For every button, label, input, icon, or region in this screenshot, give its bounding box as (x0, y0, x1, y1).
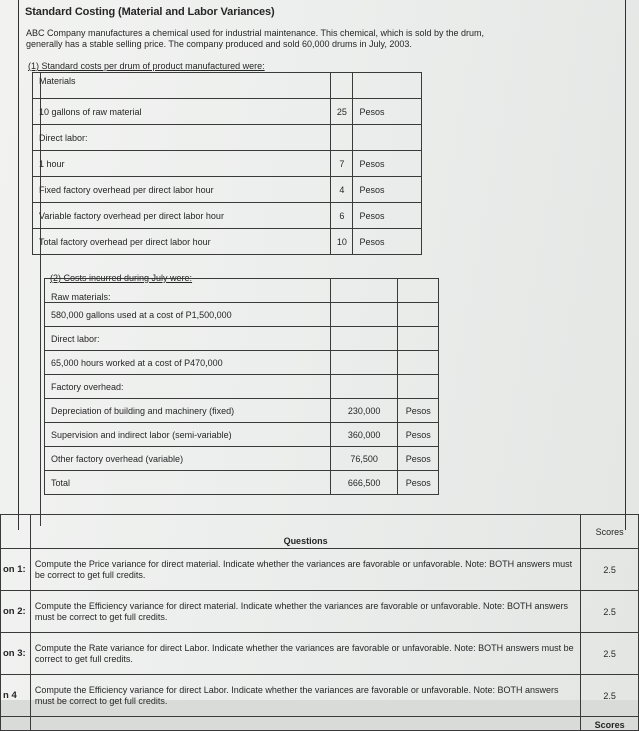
cost-amount (330, 279, 398, 303)
table-row (33, 229, 422, 255)
table-row (33, 203, 422, 229)
question-score: 2.5 (581, 549, 639, 591)
question-text: Compute the Efficiency variance for direct Labor. Indicate whether the variances are favorable or unfavorable. Note: BOTH answers must be correct to get full credits. (30, 675, 580, 717)
question-score: 2.5 (581, 633, 639, 675)
cost-amount (330, 327, 398, 351)
footer-row (1, 717, 639, 731)
cost-qty: 7 (331, 151, 353, 177)
cost-unit (398, 375, 439, 399)
cost-label: 65,000 hours worked at a cost of P470,000 (45, 351, 331, 375)
cost-unit: Pesos (398, 423, 439, 447)
table-row (45, 447, 439, 471)
page-border-left (18, 0, 19, 530)
cost-amount: 666,500 (330, 471, 398, 495)
question-text: Compute the Efficiency variance for direct material. Indicate whether the variances are favorable or unfavorable. Note: BOTH answers must be correct to get full credits. (30, 591, 580, 633)
cost-unit (398, 303, 439, 327)
cost-qty: 10 (331, 229, 353, 255)
cost-label: Materials (33, 73, 331, 99)
question-row (1, 633, 639, 675)
cost-unit: Pesos (353, 203, 422, 229)
table-row (45, 375, 439, 399)
cost-unit: Pesos (353, 177, 422, 203)
page-title: Standard Costing (Material and Labor Variances) (25, 6, 275, 18)
cost-label: Variable factory overhead per direct labor hour (33, 203, 331, 229)
cost-label: 580,000 gallons used at a cost of P1,500,000 (45, 303, 331, 327)
questions-header-row (1, 515, 639, 549)
question-number: on 3: (1, 633, 31, 675)
cost-unit: Pesos (353, 151, 422, 177)
intro-line: ABC Company manufactures a chemical used for industrial maintenance. This chemical, which is sold by the drum, (26, 28, 485, 38)
cost-amount: 230,000 (330, 399, 398, 423)
intro-line: generally has a stable selling price. The company produced and sold 60,000 drums in July, 2003. (26, 39, 412, 49)
cost-unit (398, 279, 439, 303)
question-row (1, 675, 639, 717)
cost-unit: Pesos (398, 447, 439, 471)
question-row (1, 549, 639, 591)
table-row (45, 279, 439, 303)
table-row (33, 125, 422, 151)
cost-label: Other factory overhead (variable) (45, 447, 331, 471)
intro-paragraph (26, 28, 622, 50)
table-row (45, 303, 439, 327)
table-row (33, 73, 422, 99)
standard-costs-table (32, 72, 422, 255)
cost-unit: Pesos (398, 399, 439, 423)
cost-label: Direct labor: (33, 125, 331, 151)
costs-incurred-table (44, 278, 439, 495)
question-number: n 4 (1, 675, 31, 717)
table-row (33, 177, 422, 203)
cost-label: Fixed factory overhead per direct labor hour (33, 177, 331, 203)
cost-label: Total (45, 471, 331, 495)
question-score: 2.5 (581, 591, 639, 633)
cost-qty: 6 (331, 203, 353, 229)
cost-amount: 76,500 (330, 447, 398, 471)
page-border-right (625, 0, 626, 530)
cost-qty (331, 73, 353, 99)
table-row (45, 471, 439, 495)
footer-scores-label: Scores (581, 717, 639, 731)
question-score: 2.5 (581, 675, 639, 717)
standard-costs-heading: (1) Standard costs per drum of product manufactured were: (28, 61, 265, 71)
cost-qty: 4 (331, 177, 353, 203)
cost-unit: Pesos (398, 471, 439, 495)
cost-label: Direct labor: (45, 327, 331, 351)
question-text: Compute the Price variance for direct material. Indicate whether the variances are favorable or unfavorable. Note: BOTH answers must be correct to get full credits. (30, 549, 580, 591)
table-row (45, 351, 439, 375)
cost-unit: Pesos (353, 229, 422, 255)
question-number: on 2: (1, 591, 31, 633)
cost-label: Total factory overhead per direct labor hour (33, 229, 331, 255)
cost-amount: 360,000 (330, 423, 398, 447)
table-row (33, 151, 422, 177)
questions-header: Questions (30, 515, 580, 549)
table-row (33, 99, 422, 125)
cost-qty (331, 125, 353, 151)
cost-amount (330, 375, 398, 399)
cost-label: 1 hour (33, 151, 331, 177)
cost-label: Raw materials: (45, 279, 331, 303)
cost-label: Depreciation of building and machinery (fixed) (45, 399, 331, 423)
table-row (45, 327, 439, 351)
cost-unit (353, 125, 422, 151)
table-row (45, 423, 439, 447)
questions-table (0, 514, 639, 731)
cost-amount (330, 351, 398, 375)
cost-unit (353, 73, 422, 99)
cost-qty: 25 (331, 99, 353, 125)
cost-label: 10 gallons of raw material (33, 99, 331, 125)
costs-incurred-heading: (2) Costs incurred during July were: (50, 273, 193, 283)
cost-unit (398, 351, 439, 375)
question-row (1, 591, 639, 633)
cost-amount (330, 303, 398, 327)
scores-header: Scores (581, 515, 639, 549)
cost-unit: Pesos (353, 99, 422, 125)
cost-unit (398, 327, 439, 351)
cost-label: Supervision and indirect labor (semi-variable) (45, 423, 331, 447)
table-row (45, 399, 439, 423)
question-number: on 1: (1, 549, 31, 591)
question-text: Compute the Rate variance for direct Labor. Indicate whether the variances are favorable or unfavorable. Note: BOTH answers must be correct to get full credits. (30, 633, 580, 675)
cost-label: Factory overhead: (45, 375, 331, 399)
